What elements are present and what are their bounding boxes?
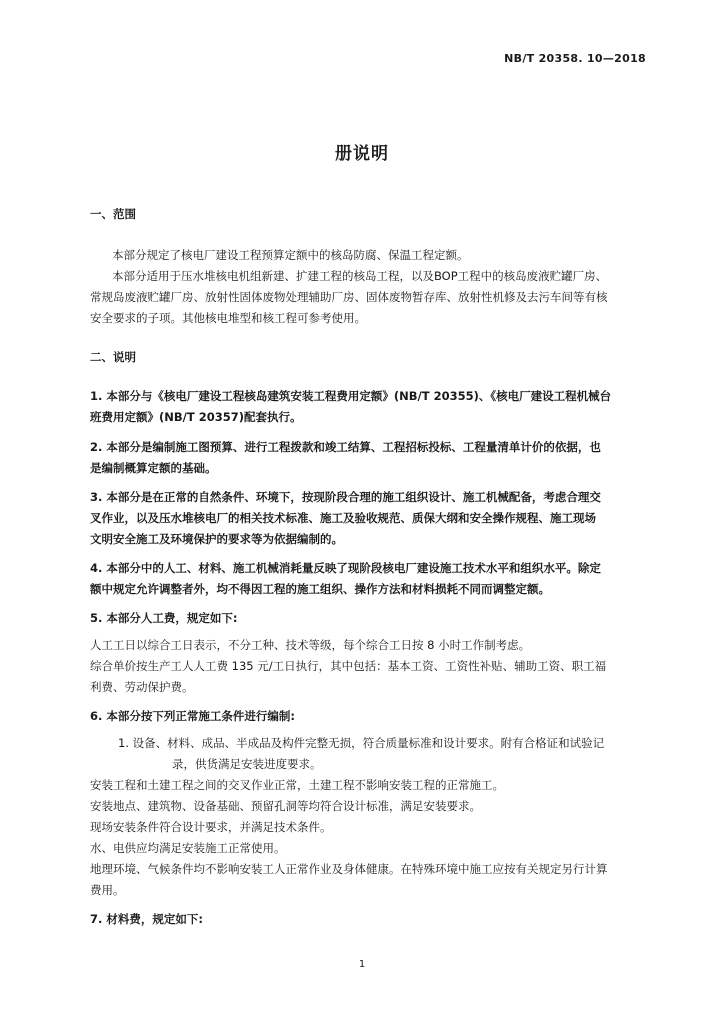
labor-price-line-1: 综合单价按生产工人人工费 135 元/工日执行，其中包括：基本工资、工资性补贴、辅助工资、职工福: [90, 659, 607, 673]
section-heading-notes: 二、说明: [90, 350, 136, 364]
note-item-7: 7. 材料费，规定如下:: [90, 912, 203, 926]
scope-paragraph-2-line-2: 常规岛废液贮罐厂房、放射性固体废物处理辅助厂房、固体废物暂存库、放射性机修及去污车间等有核: [90, 290, 608, 304]
condition-line-3: 安装地点、建筑物、设备基础、预留孔洞等均符合设计标准，满足安装要求。: [90, 799, 481, 813]
note-item-5: 5. 本部分人工费，规定如下:: [90, 611, 238, 625]
note-item-2-line-2: 是编制概算定额的基础。: [90, 461, 217, 475]
labor-price-line-2: 利费、劳动保护费。: [90, 680, 194, 694]
condition-1-line-2: 录，供货满足安装进度要求。: [172, 757, 322, 771]
section-heading-scope: 一、范围: [90, 207, 136, 221]
scope-paragraph-1: 本部分规定了核电厂建设工程预算定额中的核岛防腐、保温工程定额。: [112, 248, 469, 262]
condition-line-6-line-1: 地理环境、气候条件均不影响安装工人正常作业及身体健康。在特殊环境中施工应按有关规定另行计算: [90, 862, 608, 876]
scope-paragraph-2-line-1: 本部分适用于压水堆核电机组新建、扩建工程的核岛工程，以及BOP工程中的核岛废液贮罐厂房、: [112, 269, 608, 283]
note-item-3-line-2: 叉作业，以及压水堆核电厂的相关技术标准、施工及验收规范、质保大纲和安全操作规程、施工现场: [90, 511, 596, 525]
note-item-3-line-1: 3. 本部分是在正常的自然条件、环境下，按现阶段合理的施工组织设计、施工机械配备，考虑合理交: [90, 490, 601, 504]
page-title: 册说明: [335, 144, 389, 164]
page-number: 1: [358, 959, 366, 970]
scope-paragraph-2-line-3: 安全要求的子项。其他核电堆型和核工程可参考使用。: [90, 311, 366, 325]
condition-line-5: 水、电供应均满足安装施工正常使用。: [90, 841, 286, 855]
note-item-1-line-2: 班费用定额》(NB/T 20357)配套执行。: [90, 410, 302, 424]
condition-line-4: 现场安装条件符合设计要求，并满足技术条件。: [90, 820, 332, 834]
note-item-6: 6. 本部分按下列正常施工条件进行编制:: [90, 709, 295, 723]
condition-line-6-line-2: 费用。: [90, 883, 125, 897]
labor-workday-text: 人工工日以综合工日表示，不分工种、技术等级，每个综合工日按 8 小时工作制考虑。: [90, 638, 531, 652]
standard-number: NB/T 20358. 10—2018: [504, 52, 646, 65]
note-item-4-line-1: 4. 本部分中的人工、材料、施工机械消耗量反映了现阶段核电厂建设施工技术水平和组织水平。除定: [90, 561, 601, 575]
note-item-2-line-1: 2. 本部分是编制施工图预算、进行工程拨款和竣工结算、工程招标投标、工程量清单计价的依据，也: [90, 440, 601, 454]
note-item-1-line-1: 1. 本部分与《核电厂建设工程核岛建筑安装工程费用定额》(NB/T 20355)、《核电厂建设工程机械台: [90, 389, 612, 403]
condition-1-line-1: 1. 设备、材料、成品、半成品及构件完整无损，符合质量标准和设计要求。附有合格证和试验记: [118, 736, 605, 750]
condition-line-2: 安装工程和土建工程之间的交叉作业正常，土建工程不影响安装工程的正常施工。: [90, 778, 504, 792]
note-item-4-line-2: 额中规定允许调整者外，均不得因工程的施工组织、操作方法和材料损耗不同而调整定额。: [90, 582, 550, 596]
note-item-3-line-3: 文明安全施工及环境保护的要求等为依据编制的。: [90, 532, 343, 546]
